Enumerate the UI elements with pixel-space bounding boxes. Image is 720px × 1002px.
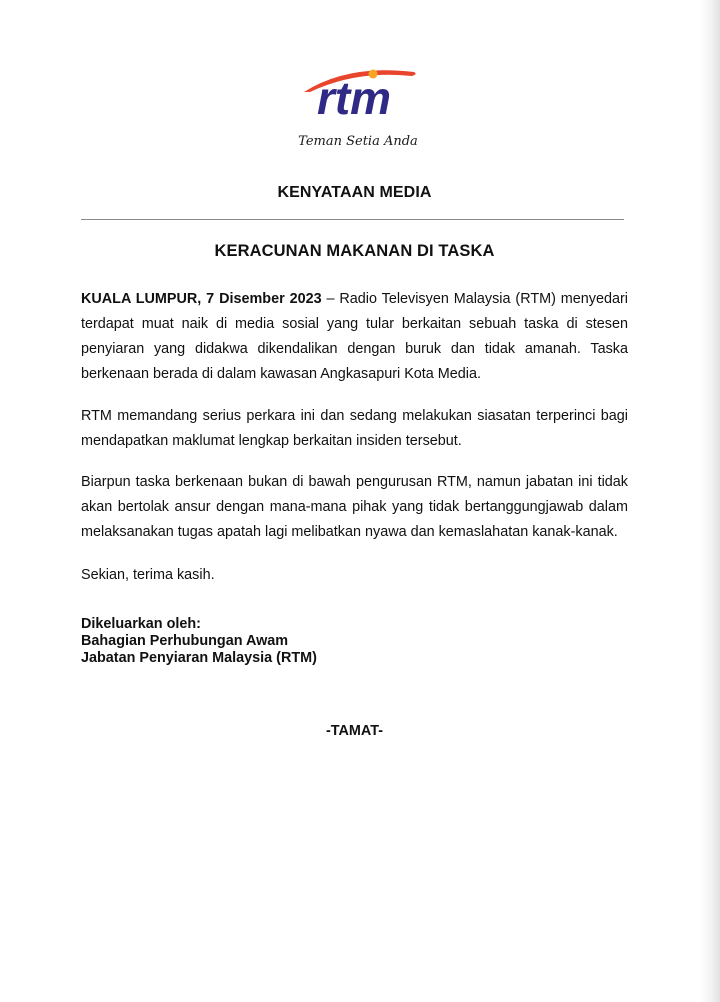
issued-by-label: Dikeluarkan oleh: <box>81 616 201 632</box>
paragraph-1 <box>81 287 628 387</box>
logo-tagline: Teman Setia Anda <box>298 134 418 149</box>
media-statement-heading: KENYATAAN MEDIA <box>277 184 432 201</box>
issuer-division: Bahagian Perhubungan Awam <box>81 633 289 649</box>
paragraph-3: Biarpun taska berkenaan bukan di bawah pengurusan RTM, namun jabatan ini tidak akan bertolak ansur dengan mana-mana pihak yang tidak bertanggungjawab dalam melaksanakan tugas apatah lagi melibatkan nyawa dan kemaslahatan kanak-kanak. <box>81 474 628 540</box>
closing-line: Sekian, terima kasih. <box>81 567 215 583</box>
heading-divider <box>81 219 624 220</box>
statement-title: KERACUNAN MAKANAN DI TASKA <box>214 242 495 260</box>
end-mark: -TAMAT- <box>325 723 383 739</box>
paragraph-2: RTM memandang serius perkara ini dan sedang melakukan siasatan terperinci bagi mendapatkan maklumat lengkap berkaitan insiden tersebut. <box>81 408 628 449</box>
paragraph-1-text: – Radio Televisyen Malaysia (RTM) menyedari terdapat muat naik di media sosial yang tular berkaitan sebuah taska di stesen penyiaran yang didakwa dikendalikan dengan buruk dan tidak amanah. Taska berkenaan berada di dalam kawasan Angkasapuri Kota Media. <box>81 291 628 382</box>
rtm-logo <box>290 62 430 154</box>
issuer-block <box>81 616 317 667</box>
issuer-department: Jabatan Penyiaran Malaysia (RTM) <box>81 650 317 666</box>
logo-wordmark: rtm <box>316 72 392 124</box>
dateline: KUALA LUMPUR, 7 Disember 2023 <box>81 291 322 307</box>
